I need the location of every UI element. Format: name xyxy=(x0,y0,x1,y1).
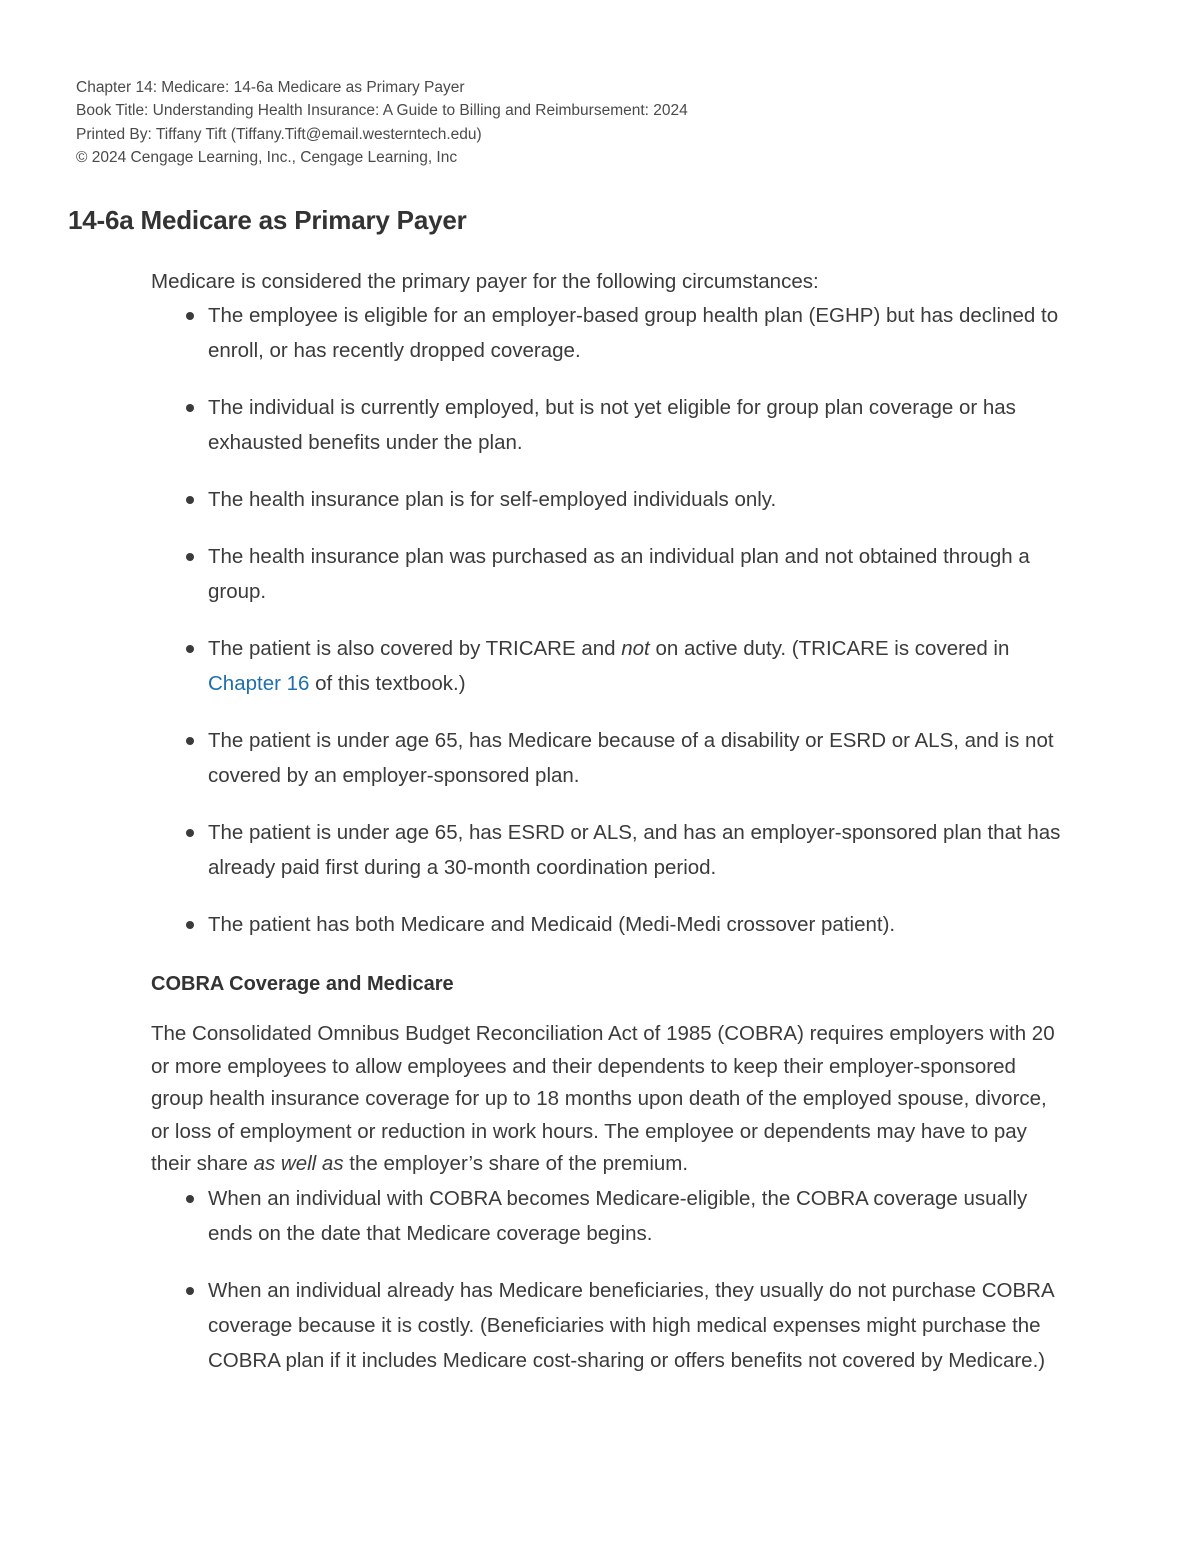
list-item-text: When an individual with COBRA becomes Medicare-eligible, the COBRA coverage usually ends on the date that Medicare coverage begins. xyxy=(208,1186,1028,1245)
cobra-list xyxy=(151,1181,1061,1378)
bullet-icon xyxy=(186,496,194,504)
list-item-text: The employee is eligible for an employer-based group health plan (EGHP) but has declined to enroll, or has recently dropped coverage. xyxy=(208,304,1059,362)
cobra-paragraph xyxy=(151,1018,1061,1181)
list-item xyxy=(151,1181,1061,1251)
list-item-text: The patient is under age 65, has Medicare because of a disability or ESRD or ALS, and is not covered by an employer-sponsored plan. xyxy=(208,729,1054,787)
list-item-tricare xyxy=(151,631,1061,701)
bullet-icon xyxy=(186,1195,194,1203)
printed-by-line: Printed By: Tiffany Tift (Tiffany.Tift@email.westerntech.edu) xyxy=(76,125,482,143)
list-item-text: The patient has both Medicare and Medicaid (Medi-Medi crossover patient). xyxy=(208,913,896,936)
list-item xyxy=(151,539,1061,609)
intro-paragraph: Medicare is considered the primary payer for the following circumstances: xyxy=(151,270,819,293)
bullet-icon xyxy=(186,921,194,929)
bullet-icon xyxy=(186,829,194,837)
list-item xyxy=(151,907,1061,942)
chapter-16-link[interactable]: Chapter 16 xyxy=(208,672,310,695)
emphasis-as-well-as: as well as xyxy=(253,1152,344,1176)
list-item-text: The individual is currently employed, but is not yet eligible for group plan coverage or has exhausted benefits under the plan. xyxy=(208,396,1016,454)
primary-payer-list xyxy=(151,298,1061,942)
list-item xyxy=(151,390,1061,460)
cobra-paragraph-text-2: the employer’s share of the premium. xyxy=(343,1152,689,1176)
emphasis-not: not xyxy=(621,637,650,660)
list-item xyxy=(151,298,1061,368)
bullet-icon xyxy=(186,737,194,745)
bullet-icon xyxy=(186,404,194,412)
main-content xyxy=(151,266,1061,1378)
bullet-icon xyxy=(186,1287,194,1295)
cobra-heading: COBRA Coverage and Medicare xyxy=(151,973,454,995)
bullet-icon xyxy=(186,645,194,653)
copyright-line: © 2024 Cengage Learning, Inc., Cengage Learning, Inc xyxy=(76,148,458,166)
list-item-text: When an individual already has Medicare beneficiaries, they usually do not purchase COBRA coverage because it is costly. (Beneficiaries with high medical expenses might purchase the COBRA plan if it includes Medicare cost-sharing or offers benefits not covered by Medicare.) xyxy=(208,1278,1054,1372)
chapter-line: Chapter 14: Medicare: 14-6a Medicare as Primary Payer xyxy=(76,79,465,96)
list-item xyxy=(151,815,1061,885)
section-title: 14-6a Medicare as Primary Payer xyxy=(68,205,467,235)
list-item-text: The health insurance plan is for self-employed individuals only. xyxy=(208,488,777,511)
tricare-text-2: on active duty. (TRICARE is covered in xyxy=(649,637,1010,660)
list-item xyxy=(151,1273,1061,1378)
cobra-paragraph-text-1: The Consolidated Omnibus Budget Reconciliation Act of 1985 (COBRA) requires employers with 20 or more employees to allow employees and their dependents to keep their employer-sponsored group health insurance coverage for up to 18 months upon death of the employed spouse, divorce, or loss of employment or reduction in work hours. The employee or dependents may have to pay their share xyxy=(151,1022,1055,1176)
list-item xyxy=(151,723,1061,793)
book-title-line: Book Title: Understanding Health Insurance: A Guide to Billing and Reimbursement: 2024 xyxy=(76,102,688,120)
bullet-icon xyxy=(186,553,194,561)
bullet-icon xyxy=(186,312,194,320)
list-item xyxy=(151,482,1061,517)
list-item-text: The health insurance plan was purchased as an individual plan and not obtained through a group. xyxy=(208,545,1030,603)
tricare-text-1: The patient is also covered by TRICARE and xyxy=(208,637,622,660)
print-header xyxy=(76,76,688,169)
list-item-text: The patient is under age 65, has ESRD or ALS, and has an employer-sponsored plan that has already paid first during a 30-month coordination period. xyxy=(208,821,1061,879)
tricare-text-3: of this textbook.) xyxy=(309,672,466,695)
